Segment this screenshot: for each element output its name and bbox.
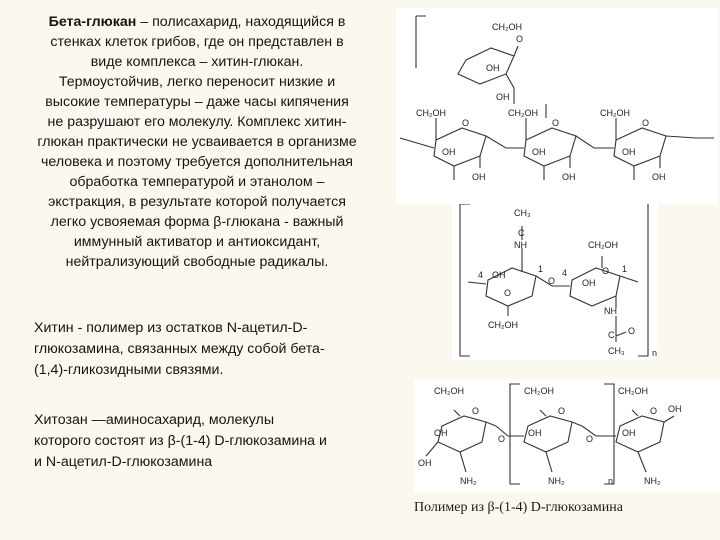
chitosan-caption: Полимер из β-(1-4) D-глюкозамина (414, 500, 623, 515)
chitosan-label-nh2-3: NH₂ (644, 476, 661, 486)
chitin-label-oh-left: OH (492, 270, 506, 280)
chitosan-label-oh-end: OH (668, 404, 682, 414)
chitin-label-ch2oh-right: CH₂OH (588, 240, 618, 250)
chitin-label-n: n (652, 348, 658, 358)
beta-glucan-line-12: нейтрализующий свободные радикалы. (65, 254, 329, 270)
beta-glucan-text (4, 12, 390, 272)
glucan-label-ch2oh-top: CH₂OH (492, 22, 522, 32)
beta-glucan-line-8: обработка температурой и этанолом – (69, 174, 325, 190)
chitin-label-o-bottom: O (628, 326, 636, 336)
chitin-line-2: (1,4)-гликозидными связями. (34, 362, 224, 378)
chitosan-label-ch2oh-2: CH₂OH (524, 386, 554, 396)
glucan-label-oh-5: OH (562, 172, 576, 182)
chitosan-label-ch2oh-1: CH₂OH (434, 386, 464, 396)
chitin-label-num4-right: 4 (562, 268, 568, 278)
chitosan-text (34, 410, 414, 473)
chitosan-label-ch2oh-3: CH₂OH (618, 386, 648, 396)
glucan-structure-panel (396, 8, 718, 204)
chitosan-label-nh2-2: NH₂ (548, 476, 565, 486)
chitin-label-c-top: C (518, 228, 525, 238)
chitosan-label-n: n (608, 476, 614, 486)
beta-glucan-line-9: экстракция, в результате которой получается (48, 194, 346, 210)
chitosan-structure-panel (414, 380, 720, 492)
beta-glucan-line-1: стенках клеток грибов, где он представлен в (50, 34, 344, 50)
glucan-label-ch2oh-2: CH₂OH (508, 108, 538, 118)
glucan-label-o-top: O (516, 34, 524, 44)
chitin-line-1: глюкозамина, связанных между собой бета- (34, 341, 325, 357)
beta-glucan-line-2: виде комплекса – хитин-глюкан. (90, 54, 304, 70)
chitin-label-o-mid: O (548, 276, 556, 286)
chitin-structure-panel (452, 204, 658, 360)
glucan-structure-diagram (396, 8, 718, 204)
beta-glucan-line-7: человека и поэтому требуется дополнительная (41, 154, 353, 170)
chitin-label-ch3-top: CH₃ (514, 208, 531, 218)
chitosan-label-oh-1: OH (434, 428, 448, 438)
chitin-label-num1-left: 1 (538, 264, 544, 274)
chitosan-label-o-link-1: O (498, 434, 506, 444)
beta-glucan-line-11: иммунный активатор и антиоксидант, (73, 234, 321, 250)
chitosan-label-oh-2: OH (528, 428, 542, 438)
chitin-label-ch3-bottom: CH₃ (608, 346, 625, 356)
glucan-label-oh-1: OH (442, 147, 456, 157)
chitosan-line-0: Хитозан —аминосахарид, молекулы (34, 412, 275, 428)
beta-glucan-term: Бета-глюкан (48, 14, 137, 30)
beta-glucan-line-5: не разрушают его молекулу. Комплекс хитин- (47, 114, 347, 130)
chitosan-label-o-link-2: O (586, 434, 594, 444)
chitin-text (34, 318, 414, 381)
chitin-label-ch2oh-bottom: CH₂OH (488, 320, 518, 330)
chitosan-label-nh2-1: NH₂ (460, 476, 477, 486)
glucan-label-oh-top-2: OH (496, 92, 510, 102)
chitosan-label-o-2: O (558, 406, 566, 416)
chitin-label-num4-left: 4 (478, 270, 484, 280)
glucan-label-oh-4: OH (472, 172, 486, 182)
beta-glucan-line-4: высокие температуры – даже часы кипячения (45, 94, 349, 110)
chitosan-line-1: которого состоят из β-(1-4) D-глюкозамина и (34, 433, 327, 449)
glucan-label-oh-2: OH (532, 147, 546, 157)
glucan-label-o-1: O (462, 118, 470, 128)
chitin-label-num1-right: 1 (622, 264, 628, 274)
chitosan-label-o-1: O (472, 406, 480, 416)
glucan-label-o-2: O (552, 118, 560, 128)
chitin-label-o-right: O (602, 266, 610, 276)
beta-glucan-line-0: – полисахарид, находящийся в (140, 14, 346, 30)
glucan-label-oh-top-1: OH (486, 63, 500, 73)
chitin-label-oh-right: OH (582, 278, 596, 288)
chitin-label-nh-bottom: NH (604, 306, 617, 316)
chitin-label-c-bottom: C (608, 330, 615, 340)
glucan-label-oh-6: OH (652, 172, 666, 182)
chitosan-label-o-3: O (650, 406, 658, 416)
chitosan-line-2: и N-ацетил-D-глюкозамина (34, 454, 213, 470)
glucan-label-ch2oh-1: CH₂OH (416, 108, 446, 118)
chitin-line-0: Хитин - полимер из остатков N-ацетил-D- (34, 320, 308, 336)
chitosan-structure-diagram (414, 380, 720, 492)
glucan-label-o-3: O (642, 118, 650, 128)
beta-glucan-line-10: легко усвояемая форма β-глюкана - важный (50, 214, 344, 230)
beta-glucan-line-3: Термоустойчив, легко переносит низкие и (58, 74, 336, 90)
glucan-label-oh-3: OH (622, 147, 636, 157)
chitosan-label-oh-start: OH (418, 458, 432, 468)
glucan-label-ch2oh-3: CH₂OH (600, 108, 630, 118)
chitin-label-nh-top: NH (514, 240, 527, 250)
chitosan-label-oh-3: OH (622, 428, 636, 438)
beta-glucan-line-6: глюкан практически не усваивается в организме (37, 134, 357, 150)
chitin-structure-diagram (452, 204, 658, 360)
chitin-label-o-left: O (504, 288, 512, 298)
